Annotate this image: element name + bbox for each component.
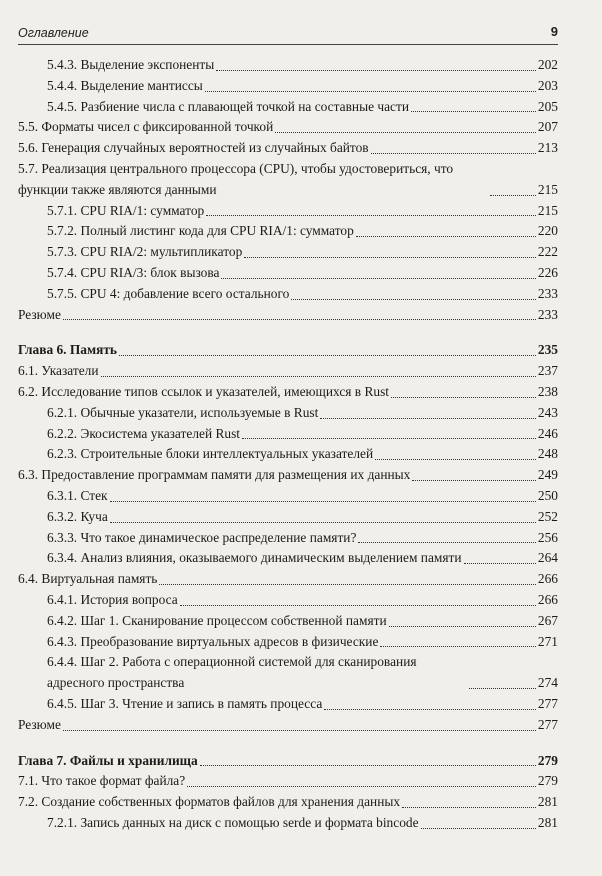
dot-leader <box>380 646 536 647</box>
dot-leader <box>469 688 536 689</box>
dot-leader <box>291 299 536 300</box>
toc-entry <box>18 97 558 118</box>
toc-entry <box>18 632 558 653</box>
dot-leader <box>371 153 536 154</box>
toc-entry-page: 233 <box>537 306 558 322</box>
toc-entry <box>18 792 558 813</box>
dot-leader <box>324 709 536 710</box>
toc-entry-title: 6.2.1. Обычные указатели, используемые в Rust <box>47 404 319 420</box>
toc-chapter-title: Глава 6. Память <box>18 342 118 358</box>
toc-entry-page: 238 <box>537 383 558 399</box>
toc-entry <box>18 507 558 528</box>
toc-entry-page: 207 <box>537 119 558 135</box>
dot-leader <box>275 132 536 133</box>
toc-entry-page: 226 <box>537 264 558 280</box>
dot-leader <box>101 376 536 377</box>
toc-entry-page: 279 <box>537 752 558 768</box>
toc-entry-page: 256 <box>537 529 558 545</box>
toc-entry-page: 249 <box>537 467 558 483</box>
toc-entry-page: 215 <box>537 181 558 197</box>
toc-entry-title: 5.7. Реализация центрального процессора (CPU), чтобы удостовериться, что функции также являются данными <box>18 160 454 197</box>
toc-entry-title: 7.2.1. Запись данных на диск с помощью serde и формата bincode <box>47 814 419 830</box>
toc-entry-title: 5.4.5. Разбиение числа с плавающей точкой на составные части <box>47 98 410 114</box>
running-title: Оглавление <box>18 26 89 40</box>
toc-entry-page: 213 <box>537 140 558 156</box>
toc-entry-page: 271 <box>537 633 558 649</box>
toc-entry-page: 246 <box>537 425 558 441</box>
toc-entry-title: 6.3.1. Стек <box>47 487 108 503</box>
dot-leader <box>356 236 536 237</box>
toc-entry-title: 6.4.2. Шаг 1. Сканирование процессом собственной памяти <box>47 612 387 628</box>
toc-entry-page: 203 <box>537 77 558 93</box>
dot-leader <box>490 195 536 196</box>
toc-entry-title: 5.7.2. Полный листинг кода для CPU RIA/1: сумматор <box>47 223 354 239</box>
dot-leader <box>375 459 536 460</box>
toc-entry-title: 6.2.3. Строительные блоки интеллектуальных указателей <box>47 446 374 462</box>
toc-entry-title: 6.4.1. История вопроса <box>47 591 178 607</box>
toc-entry-title: 6.3.2. Куча <box>47 508 108 524</box>
toc-entry-title: 5.7.5. CPU 4: добавление всего остального <box>47 285 290 301</box>
toc-entry <box>18 263 558 284</box>
dot-leader <box>180 605 536 606</box>
dot-leader <box>63 319 536 320</box>
toc-entry-title: 5.6. Генерация случайных вероятностей из случайных байтов <box>18 140 369 156</box>
dot-leader <box>389 626 536 627</box>
toc-entry <box>18 528 558 549</box>
dot-leader <box>200 765 536 766</box>
toc-entry-page: 266 <box>537 591 558 607</box>
toc-entry <box>18 486 558 507</box>
toc-entry-title: 6.4.5. Шаг 3. Чтение и запись в память процесса <box>47 695 323 711</box>
toc-entry <box>18 138 558 159</box>
dot-leader <box>110 522 536 523</box>
toc-entry-title: 5.7.3. CPU RIA/2: мультипликатор <box>47 244 243 260</box>
toc-entry-title: 6.4.4. Шаг 2. Работа с операционной системой для сканирования адресного пространства <box>47 654 417 691</box>
section-gap <box>18 736 558 751</box>
toc-entry-page: 264 <box>537 550 558 566</box>
dot-leader <box>421 828 536 829</box>
toc-entry-title: 6.2.2. Экосистема указателей Rust <box>47 425 241 441</box>
dot-leader <box>159 584 535 585</box>
toc-entry-title: 7.2. Создание собственных форматов файлов для хранения данных <box>18 794 401 810</box>
toc-entry-page: 277 <box>537 716 558 732</box>
toc-entry <box>18 611 558 632</box>
toc-entry <box>18 117 558 138</box>
toc-entry-page: 267 <box>537 612 558 628</box>
toc-entry-title: 5.4.3. Выделение экспоненты <box>47 57 215 72</box>
toc-entry <box>18 465 558 486</box>
toc-entry <box>18 382 558 403</box>
toc-entry <box>18 305 558 326</box>
dot-leader <box>244 257 536 258</box>
toc-entry <box>18 361 558 382</box>
toc-entry-page: 274 <box>537 675 558 691</box>
dot-leader <box>63 730 536 731</box>
toc-entry-title: 6.4.3. Преобразование виртуальных адресов в физические <box>47 633 379 649</box>
toc-entry-title: 6.2. Исследование типов ссылок и указателей, имеющихся в Rust <box>18 383 390 399</box>
toc-entry-title: 7.1. Что такое формат файла? <box>18 773 186 789</box>
toc-entry <box>18 590 558 611</box>
toc-entry <box>18 652 558 694</box>
toc-entry <box>18 444 558 465</box>
dot-leader <box>110 501 536 502</box>
toc-entry <box>18 55 558 76</box>
toc-entry-page: 220 <box>537 223 558 239</box>
toc-entry-title: Резюме <box>18 306 61 322</box>
toc-entry <box>18 715 558 736</box>
toc-entry-page: 281 <box>537 794 558 810</box>
toc-entry-title: Резюме <box>18 716 61 732</box>
toc-entry-page: 222 <box>537 244 558 260</box>
toc-entry-page: 205 <box>537 98 558 114</box>
dot-leader <box>187 786 536 787</box>
toc-entry-title: 5.7.4. CPU RIA/3: блок вызова <box>47 264 220 280</box>
toc-entry <box>18 201 558 222</box>
dot-leader <box>206 215 536 216</box>
toc-entry <box>18 548 558 569</box>
toc-entry-title: 5.4.4. Выделение мантиссы <box>47 77 203 93</box>
toc-entry-title: 6.3.4. Анализ влияния, оказываемого динамическим выделением памяти <box>47 550 462 566</box>
toc-entry <box>18 403 558 424</box>
toc-entry <box>18 76 558 97</box>
toc-entry-page: 235 <box>537 342 558 358</box>
table-of-contents <box>18 55 558 834</box>
toc-entry <box>18 221 558 242</box>
page-number: 9 <box>550 24 558 39</box>
toc-entry <box>18 694 558 715</box>
toc-entry-title: 5.5. Форматы чисел с фиксированной точкой <box>18 119 274 135</box>
section-gap <box>18 325 558 340</box>
toc-entry <box>18 771 558 792</box>
toc-entry-page: 250 <box>537 487 558 503</box>
toc-entry <box>18 813 558 834</box>
dot-leader <box>464 563 536 564</box>
toc-entry-title: 6.4. Виртуальная память <box>18 571 158 587</box>
toc-entry-page: 237 <box>537 363 558 379</box>
toc-entry-page: 243 <box>537 404 558 420</box>
toc-entry-title: 6.1. Указатели <box>18 363 99 379</box>
dot-leader <box>119 355 536 356</box>
toc-entry-page: 279 <box>537 773 558 789</box>
toc-entry-page: 233 <box>537 285 558 301</box>
dot-leader <box>358 542 535 543</box>
toc-entry <box>18 242 558 263</box>
toc-entry-title: 6.3.3. Что такое динамическое распределение памяти? <box>47 529 357 545</box>
toc-entry-page: 266 <box>537 571 558 587</box>
dot-leader <box>242 438 536 439</box>
toc-entry-page: 281 <box>537 814 558 830</box>
toc-chapter-entry <box>18 340 558 361</box>
dot-leader <box>411 111 536 112</box>
page-header <box>18 24 558 45</box>
dot-leader <box>221 278 535 279</box>
dot-leader <box>205 91 536 92</box>
toc-entry-title: 5.7.1. CPU RIA/1: сумматор <box>47 202 205 218</box>
toc-entry <box>18 424 558 445</box>
toc-chapter-title: Глава 7. Файлы и хранилища <box>18 752 198 768</box>
toc-entry-page: 277 <box>537 695 558 711</box>
toc-entry-page: 215 <box>537 202 558 218</box>
toc-entry-page: 248 <box>537 446 558 462</box>
toc-entry-page: 202 <box>537 57 558 72</box>
dot-leader <box>320 418 536 419</box>
toc-entry <box>18 284 558 305</box>
toc-entry <box>18 569 558 590</box>
dot-leader <box>391 397 536 398</box>
dot-leader <box>216 70 536 71</box>
dot-leader <box>402 807 536 808</box>
toc-chapter-entry <box>18 751 558 772</box>
toc-entry <box>18 159 558 201</box>
dot-leader <box>412 480 536 481</box>
toc-entry-page: 252 <box>537 508 558 524</box>
toc-entry-title: 6.3. Предоставление программам памяти для размещения их данных <box>18 467 411 483</box>
